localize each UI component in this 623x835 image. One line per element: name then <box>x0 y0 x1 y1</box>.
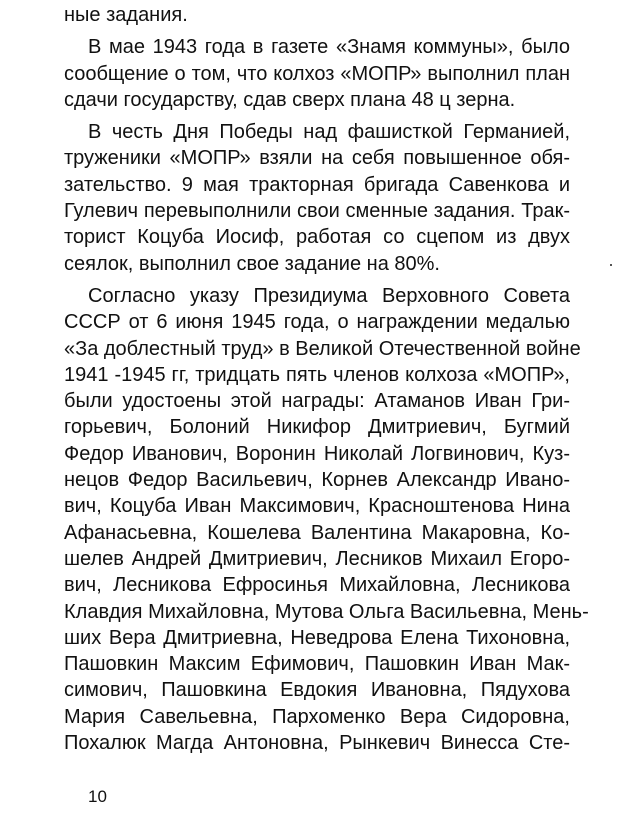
paragraph-medal-award <box>64 283 589 756</box>
text-line: Согласно указу Президиума Верховного Совета <box>88 284 570 307</box>
text-line: Гулевич перевыполнили свои сменные задания. Трак- <box>64 200 570 223</box>
text-line: Федор Иванович, Воронин Николай Логвинович, Куз- <box>64 442 570 465</box>
text-line: Афанасьевна, Кошелева Валентина Макаровна, Ко- <box>64 521 570 544</box>
text-line: ших Вера Дмитриевна, Неведрова Елена Тихоновна, <box>64 626 570 649</box>
text-line: торист Коцуба Иосиф, работая со сцепом из двух <box>64 226 570 249</box>
text-line: зательство. 9 мая тракторная бригада Савенкова и <box>64 173 570 196</box>
text-line: нецов Федор Васильевич, Корнев Александр Ивано- <box>64 469 570 492</box>
scan-speck <box>610 264 612 266</box>
text-line: СССР от 6 июня 1945 года, о награждении медалью <box>64 311 570 334</box>
text-line: В честь Дня Победы над фашисткой Германией, <box>88 121 570 144</box>
text-line: Клавдия Михайловна, Мутова Ольга Васильевна, Мень- <box>64 600 589 623</box>
text-line: 1941 -1945 гг, тридцать пять членов колхоза «МОПР», <box>64 363 570 386</box>
text-line: симович, Пашовкина Евдокия Ивановна, Пядухова <box>64 679 570 702</box>
text-line: вич, Лесникова Ефросинья Михайловна, Лесникова <box>64 574 570 597</box>
text-line: сообщение о том, что колхоз «МОПР» выполнил план <box>64 62 570 85</box>
text-line: Мария Савельевна, Пархоменко Вера Сидоровна, <box>64 705 570 728</box>
text-line: В мае 1943 года в газете «Знамя коммуны», было <box>88 36 570 59</box>
paragraph-continuation <box>64 2 570 28</box>
paragraph-grain-plan <box>64 34 570 113</box>
text-line: сдачи государству, сдав сверх плана 48 ц зерна. <box>64 88 516 111</box>
text-line: труженики «МОПР» взяли на себя повышенное обя- <box>64 147 570 170</box>
text-line: вич, Коцуба Иван Максимович, Красноштенова Нина <box>64 495 570 518</box>
text-line: шелев Андрей Дмитриевич, Лесников Михаил Егоро- <box>64 547 570 570</box>
paragraph-victory-day <box>64 119 570 277</box>
text-line: «За доблестный труд» в Великой Отечественной войне <box>64 337 581 360</box>
text-line: сеялок, выполнил свое задание на 80%. <box>64 252 440 275</box>
text-line: ные задания. <box>64 4 188 26</box>
page-number: 10 <box>88 787 107 806</box>
text-line: горьевич, Болоний Никифор Дмитриевич, Бугмий <box>64 416 570 439</box>
text-line: Пашовкин Максим Ефимович, Пашовкин Иван Мак- <box>64 653 570 676</box>
text-line: Похалюк Магда Антоновна, Рынкевич Винесса Сте- <box>64 732 570 755</box>
text-line: были удостоены этой награды: Атаманов Иван Гри- <box>64 390 570 413</box>
body-text <box>64 2 589 756</box>
